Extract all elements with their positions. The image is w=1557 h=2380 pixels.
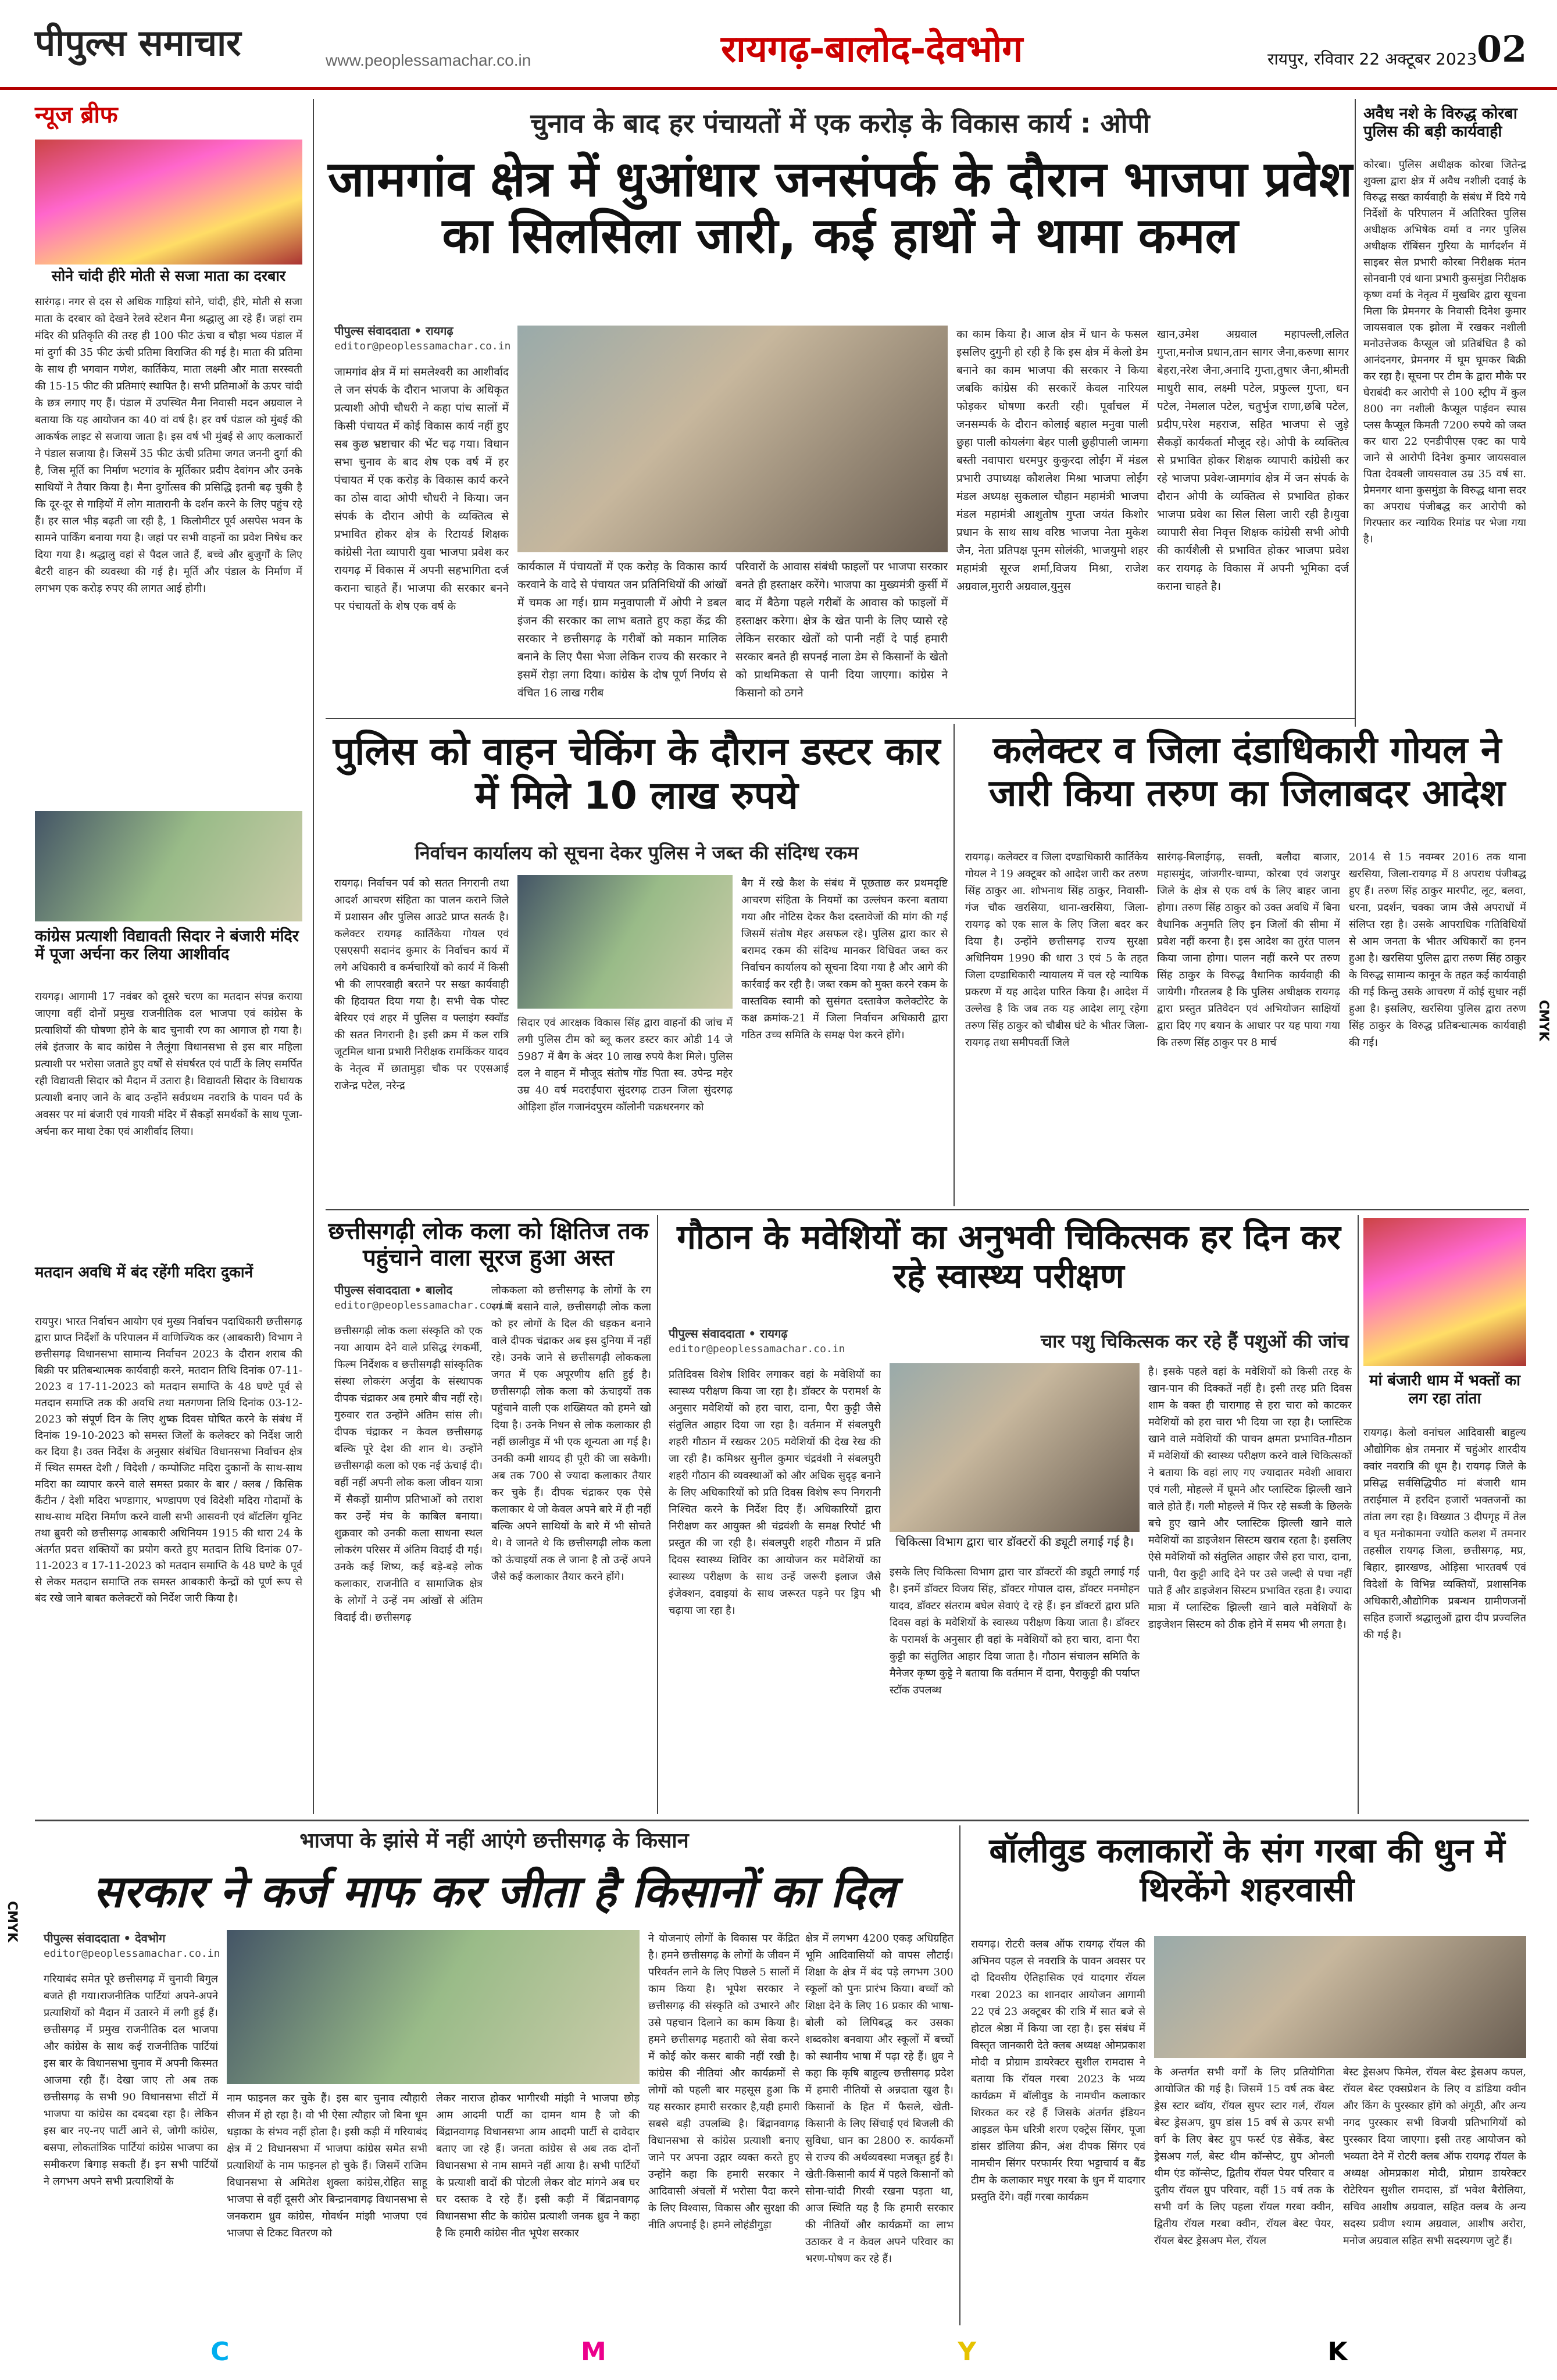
- collector-headline: कलेक्टर व जिला दंडाधिकारी गोयल ने जारी किया तरुण का जिलाबदर आदेश: [988, 729, 1506, 815]
- site-url[interactable]: www.peoplessamachar.co.in: [326, 51, 531, 69]
- brief-caption: सोने चांदी हीरे मोती से सजा माता का दरबार: [51, 267, 286, 284]
- banjari-caption: मां बंजारी धाम में भक्तों का लग रहा तांता: [1369, 1372, 1521, 1408]
- page-number: 02: [1477, 28, 1527, 70]
- farmers-kicker: भाजपा के झांसे में नहीं आएंगे छत्तीसगढ़ के किसान: [299, 1829, 689, 1853]
- news-brief-label-box: [35, 102, 326, 137]
- garba-text-1: रायगढ़। रोटरी क्लब ऑफ रायगढ़ रॉयल की अभिनव पहल से नवरात्रि के पावन अवसर पर दो दिवसीय ऐतिहासिक एवं यादगार रॉयल गरबा 2023 का शानदार आयोजन आगामी 22 एवं 23 अक्टूबर की रात्रि में सात बजे से होटल श्रेष्ठा में किया जा रहा है। इस संबंध में विस्तृत जानकारी देते क्लब अध्यक्ष ओमप्रकाश मोदी व प्रोग्राम डायरेक्टर सुशील रामदास ने बताया कि रॉयल गरबा 2023 के भव्य कार्यक्रम में बॉलीवुड के नामचीन कलाकार शिरकत कर रहे हैं जिसके अंतर्गत इंडियन आइडल फेम धरित्री शरण एक्ट्रेस सिंगर, पूजा डांसर डॉलिया क्रीन, अंश दीपक सिंगर एवं नामचीन सिंगर परफार्मर रिया भट्टाचार्य व बैंड टीम के कलाकार मधुर गरबा के धुन में यादगार प्रस्तुति देंगे। वहीं गरबा कार्यक्रम: [971, 1938, 1145, 2203]
- police-headline: पुलिस को वाहन चेकिंग के दौरान डस्टर कार में मिले 10 लाख रुपये: [333, 729, 941, 818]
- folkart-text-1: छत्तीसगढ़ी लोक कला संस्कृति को एक नया आयाम देने वाले प्रसिद्ध रंगकर्मी, फिल्म निर्देशक व छत्तीसगढ़ी सांस्कृतिक संस्था लोकरंग अर्जुंदा के संस्थापक दीपक चंद्राकर अब हमारे बीच नहीं रहे। गुरुवार रात उन्होंने अंतिम सांस ली। दीपक चंद्राकर न केवल छत्तीसगढ़ बल्कि पूरे देश की शान थे। उन्होंने छत्तीसगढ़ी कला को एक नई ऊंचाई दी। वहीं नहीं अपनी लोक कला जीवन यात्रा में सैकड़ों ग्रामीण प्रतिभाओं को तराश कर उन्हें मंच के काबिल बनाया। शुक्रवार को उनकी कला साधना स्थल लोकरंग परिसर में अंतिम विदाई दी गई। उनके कई शिष्य, कई बड़े-बड़े लोक कलाकार, राजनीति व सामाजिक क्षेत्र के लोगों ने उन्हें नम आंखों से अंतिम विदाई दी। छत्तीसगढ़: [334, 1325, 483, 1624]
- section-divider: [35, 1820, 1529, 1821]
- farmers-byline: पीपुल्स संवाददाता • देवभोग: [44, 1931, 166, 1945]
- lead-text-4: का काम किया है। आज क्षेत्र में धान के फसल इसलिए दुगुनी हो रही है कि इस क्षेत्र में केलो डेम बनाने का काम भाजपा की सरकार ने किया जबकि कांग्रेस की सरकारें केवल नारियल फोड़कर घोषणा करती रही। पूर्वांचल में जनसम्पर्क के दौरान कोलाई बहाल मनुवा पाली छुहा पाली कोयलंगा बेहर पाली छुहीपाली जामगा बस्ती नवापारा धरमपुर कुकुरदा लोईंग में मंडल प्रभारी उपाध्यक्ष कौशलेश मिश्रा भाजपा लोईंग मंडल अध्यक्ष सुकलाल चौहान महामंत्री भाजपा मंडल महामंत्री आशुतोष गुप्ता जयंत किशोर प्रधान के साथ साथ वरिष्ठ भाजपा नेता मुकेश जैन, नेता प्रतिपक्ष पूनम सोलंकी, भाजयुमो शहर महामंत्री सूरज शर्मा,विजय मिश्रा, राजेश अग्रवाल,मुरारी अग्रवाल,युनुस: [956, 328, 1148, 593]
- collector-text-2: सारंगढ़-बिलाईगढ़, सक्ती, बलौदा बाजार, महासमुंद, जांजगीर-चाम्पा, कोरबा एवं जशपुर जिले के क्षेत्र से एक वर्ष के लिए बाहर जाना होगा। तरुण सिंह ठाकुर को उक्त अवधि में बिना वैधानिक अनुमति लिए इन जिलों की सीमा में प्रवेश नहीं करना है। इस आदेश का तुरंत पालन किया जाना होगा। पालन नहीं करने पर तरुण सिंह ठाकुर के विरुद्ध वैधानिक कार्यवाही की जायेगी। गौरतलब है कि पुलिस अधीक्षक रायगढ़ द्वारा प्रस्तुत प्रतिवेदन एवं अभियोजन साक्षियों द्वारा दिए गए बयान के आधार पर यह पाया गया कि तरुण सिंह ठाकुर पर 8 मार्च: [1157, 851, 1340, 1049]
- section-title: रायगढ़-बालोद-देवभोग: [721, 28, 1023, 71]
- masthead-logo: पीपुल्स समाचार: [35, 22, 241, 64]
- banjari-text: रायगढ़। केलो वनांचल आदिवासी बाहुल्य औद्योगिक क्षेत्र तमनार में चहुंओर शारदीय क्वांर नवरात्रि की धूम है। रायगढ़ जिले के प्रसिद्ध सर्वसिद्धिपीठ मां बंजारी धाम तराईमाल में हरदिन हजारों भक्तजनों का तांता लग रहा है। विख्यात 3 दीपगृह में तेल व घृत मनोकामना ज्योति कलश में तमनार तहसील रायगढ़ जिला, छत्तीसगढ़, मप्र, बिहार, झारखण्ड, ओड़िसा भारतवर्ष एवं विदेशों के विभिन्न व्यक्तियों, प्रशासनिक अधिकारी,औद्योगिक प्रबन्धन ग्रामीणजनों सहित हजारों श्रद्धालुओं द्वारा दीप प्रज्वलित की गई है।: [1363, 1427, 1526, 1641]
- lead-text-5: खान,उमेश अग्रवाल महापल्ली,ललित गुप्ता,मनोज प्रधान,तान सागर जैना,करुणा सागर बेहरा,नरेश जैना,अनादि गुप्ता,तुषार जैना,श्रीमती माधुरी साव, लक्ष्मी पटेल, प्रफुल्ल गुप्ता, धन पटेल, नेमलाल पटेल, चतुर्भुज राणा,छबि पटेल, प्रदीप,परेश महराज, सहित भाजपा से जुड़े सैकड़ों कार्यकर्ता मौजूद रहे। ओपी के व्यक्तित्व से प्रभावित होकर शिक्षक व्यापारी कांग्रेसी कर रहे भाजपा प्रवेश-जामगांव क्षेत्र में जन संपर्क के दौरान ओपी के व्यक्तित्व से प्रभावित होकर भाजपा प्रवेश का सिल सिला जारी रही है।युवा व्यापारी सेवा निवृत्त शिक्षक कांग्रेसी सभी ओपी की कार्यशैली से प्रभावित होकर भाजपा प्रवेश कर रायगढ़ के विकास में अपनी भूमिका दर्ज कराना चाहते है।: [1157, 328, 1349, 593]
- gauthan-vet-photo: [890, 1363, 1140, 1532]
- farmers-headline: सरकार ने कर्ज माफ कर जीता है किसानों का दिल: [93, 1866, 895, 1917]
- garba-headline: बॉलीवुड कलाकारों के संग गरबा की धुन में थिरकेंगे शहरवासी: [989, 1831, 1505, 1909]
- side-color-mark: CMYK: [5, 1901, 19, 1943]
- police-text-3: बैग में रखे कैश के संबंध में पूछताछ कर प्रथमदृष्टि आचरण संहिता के नियमों का उल्लंघन करना बताया गया और नोटिस देकर कैश दस्तावेजों की मांग की गई जिसमें संतोष मेहर असफल रहे। पुलिस द्वारा कार से बरामद रकम की संदिग्ध मानकर विधिवत जब्त कर निर्वाचन कार्यालय को सूचना दिया गया है और आगे की कार्रवाई कर रही है। जब्त रकम को मुक्त करने रकम के वास्तविक स्वामी को सुसंगत दस्तावेज कलेक्टोरेट के कक्ष क्रमांक-21 में जिला निर्वाचन अधिकारी द्वारा गठित उच्च समिति के समक्ष पेश करने होंगे।: [741, 877, 948, 1041]
- farmers-candidate-photo: [227, 1930, 640, 2084]
- section-divider: [326, 1209, 1529, 1210]
- yellow-mark: Y: [958, 2336, 977, 2367]
- cyan-mark: C: [210, 2336, 230, 2367]
- section-divider: [326, 718, 1355, 719]
- police-seizure-photo: [517, 875, 733, 1009]
- folkart-headline: छत्तीसगढ़ी लोक कला को क्षितिज तक पहुंचाने वाला सूरज हुआ अस्त: [328, 1218, 649, 1271]
- farmers-text-5: क्षेत्र में लगभग 4200 एकड़ अधिग्रहित भूमि आदिवासियों को वापस लौटाई। शिक्षा के क्षेत्र में बंद पड़े लगभग 300 स्कूलों को पुनः प्रारंभ किया। बच्चों को शिक्षा देने के लिए 16 प्रकार की भाषा-बोली को लिपिबद्ध कर उसका शब्दकोश बनवाया और स्कूलों में बच्चों को स्थानीय भाषा में पढ़ा रहे हैं। ध्रुव ने कहा कि कृषि बाहुल्य छत्तीसगढ़ प्रदेश में हमारी नीतियों से अन्नदाता खुश है। किसानों के हित में फैसले, खेती-किसानी के लिए सिंचाई एवं बिजली की सुविधा, धान का 2800 रु. कार्यकर्मों से राज्य की अर्थव्यवस्था मजबूत हुई है। खेती-किसानी कार्य में पहले किसानों को सोना-चांदी गिरवी रखना पड़ता था, आज स्थिति यह है कि हमारी सरकार की नीतियों और कार्यक्रमों का लाभ उठाकर वे न केवल अपने परिवार का भरण-पोषण कर रहे हैं।: [805, 1932, 954, 2265]
- congress-headline: कांग्रेस प्रत्याशी विद्यावती सिदार ने बंजारी मंदिर में पूजा अर्चना कर लिया आशीर्वाद: [35, 927, 299, 964]
- farmers-text-1: गरियाबंद समेत पूरे छत्तीसगढ़ में चुनावी बिगुल बजते ही गया।राजनीतिक पार्टियां अपने-अपने प्रत्याशियों को मैदान में उतारने में लगी हुई हैं। छत्तीसगढ़ में प्रमुख राजनीतिक दल भाजपा और कांग्रेस के साथ कई राजनीतिक पार्टियां इस बार के विधानसभा चुनाव में अपनी किस्मत आजमा रही हैं। देखा जाए तो अब तक छत्तीसगढ़ के सभी 90 विधानसभा सीटों में भाजपा या कांग्रेस का दबदबा रहा है। लेकिन इस बार नए-नए पार्टी आने से, जोगी कांग्रेस, बसपा, लोकतांत्रिक पार्टियां कांग्रेस भाजपा का समीकरण बिगाड़ सकती हैं। इन सभी पार्टियों ने लगभग अपने सभी प्रत्याशियों के: [44, 1973, 218, 2188]
- column-divider: [1355, 99, 1356, 727]
- column-divider: [959, 1825, 960, 2325]
- goddess-pandal-photo: [35, 140, 302, 265]
- lead-campaign-photo: [517, 326, 948, 552]
- collector-text-1: रायगढ़। कलेक्टर व जिला दण्डाधिकारी कार्तिकेय गोयल ने 19 अक्टूबर को आदेश जारी कर तरुण सिंह ठाकुर आ. शोभनाथ सिंह ठाकुर, निवासी-गंज चौक खरसिया, थाना-खरसिया, जिला-रायगढ़ को एक साल के लिए जिला बदर कर दिया है। उन्होंने छत्तीसगढ़ राज्य सुरक्षा अधिनियम 1990 की धारा 3 एवं 5 के तहत जिला दण्डाधिकारी न्यायालय में चल रहे न्यायिक प्रकरण में यह आदेश पारित किया है। आदेश में उल्लेख है कि जब तक यह आदेश लागू रहेगा तरुण सिंह ठाकुर को चौबीस घंटे के भीतर जिला-रायगढ़ तथा समीपवर्ती जिले: [965, 851, 1148, 1049]
- news-brief-label: न्यूज ब्रीफ: [35, 102, 118, 128]
- magenta-mark: M: [581, 2336, 606, 2367]
- lead-text-3: परिवारों के आवास संबंधी फाइलों पर भाजपा सरकार बनते ही हस्ताक्षर करेंगे। भाजपा का मुख्यमंत्री कुर्सी में बाद में बैठेगा पहले गरीबों के आवास को फाइलों में हस्ताक्षर करेगा। क्षेत्र के खेत पानी के लिए प्यासे रहे लेकिन सरकार खेतों को पानी नहीं दे पाई हमारी सरकार बनते ही सपनई नाला डेम से किसानों के खेतो को प्राथमिकता से पानी दिया जाएगा। कांग्रेस ने किसानो को ठगने: [735, 560, 948, 699]
- korba-headline: अवैध नशे के विरुद्ध कोरबा पुलिस की बड़ी कार्यवाही: [1363, 105, 1517, 141]
- collector-text-3: 2014 से 15 नवम्बर 2016 तक थाना खरसिया, जिला-रायगढ़ में 8 अपराध पंजीबद्ध हुए हैं। तरुण सिंह ठाकुर मारपीट, लूट, बलवा, धरना, प्रदर्शन, चक्का जाम जैसे अपराधों में संलिप्त रहा है। उसके आपराधिक गतिविधियों से आम जनता के भीतर अधिकारों का हनन हुआ है। खरसिया पुलिस द्वारा तरुण सिंह ठाकुर के विरुद्ध सामान्य कानून के तहत कई कार्यवाही की गई किन्तु उसके आचरण में कोई सुधार नहीं हुआ है। इसलिए, खरसिया पुलिस द्वारा तरुण सिंह ठाकुर के विरुद्ध प्रतिबन्धात्मक कार्यवाही की गई।: [1349, 851, 1526, 1049]
- column-divider: [954, 724, 955, 1206]
- gauthan-subheadline: चार पशु चिकित्सक कर रहे हैं पशुओं की जांच: [1040, 1330, 1349, 1352]
- police-text-2: सिदार एवं आरक्षक विकास सिंह द्वारा वाहनों की जांच में लगी पुलिस टीम को ब्लू कलर डस्टर कार ओडी 14 जे 5987 में बैग के अंदर 10 लाख रुपये कैश मिले। पुलिस दल ने वाहन में मौजूद संतोष गोंड पिता स्व. उपेन्द्र महेर उम्र 40 वर्ष मदराईपारा सुंदरगढ़ टाउन जिला सुंदरगढ़ ओड़िशा हॉल गजानंदपुरम कॉलोनी चक्रधरनगर को: [517, 1017, 733, 1113]
- liquor-text: रायपुर। भारत निर्वाचन आयोग एवं मुख्य निर्वाचन पदाधिकारी छत्तीसगढ़ द्वारा प्राप्त निर्देशों के परिपालन में वाणिज्यिक कर (आबकारी) विभाग ने छत्तीसगढ़ विधानसभा सामान्य निर्वाचन 2023 के दौरान शराब की बिक्री पर प्रतिबन्धात्मक कार्यवाही करने, मतदान तिथि दिनांक 07-11-2023 व 17-11-2023 को मतदान समाप्ति के 48 घण्टे पूर्व से मतदान समाप्ति तक की अवधि तथा मतगणना तिथि दिनांक 03-12-2023 को संपूर्ण दिन के लिए शुष्क दिवस घोषित करने के संबंध में दिनांक 19-10-2023 को समस्त जिलों के कलेक्टर को निर्देश जारी कर दिया है। उक्त निर्देश के अनुसार संबंधित विधानसभा निर्वाचन क्षेत्र में स्थित समस्त देशी / विदेशी / कम्पोजिट मदिरा दुकानों के साथ-साथ मदिरा का व्यापार करने वाले समस्त प्रकार के बार / क्लब / किसिक कैंटीन / देशी मदिरा भण्डागार, भण्डापण एवं विदेशी मदिरा गोदामों के साथ-साथ मदिरा निर्माण करने वाली सभी आसवनी एवं बॉटलिंग यूनिट तथा ब्रुवरी को छत्तीसगढ़ आबकारी अधिनियम 1915 की धारा 24 के अंतर्गत प्रदत्त शक्तियों का प्रयोग करते हुए मतदान तिथि दिनांक 07-11-2023 व 17-11-2023 को मतदान समाप्ति के 48 घण्टे के पूर्व से लेकर मतदान समाप्ति तक समस्त आबकारी केन्द्रों को पूर्ण रूप से बंद रखे जाने बाबत कलेक्टरों को निर्देश जारी किया है।: [35, 1316, 302, 1604]
- farmers-text-3: लेकर नाराज होकर भागीरथी मांझी ने भाजपा छोड़ आम आदमी पार्टी का दामन थाम है जो की बिंद्रानवागढ़ विधानसभा आम आदमी पार्टी से दावेदार बताए जा रहे हैं। जनता कांग्रेस से अब तक दोनों विधानसभा से नाम सामने नहीं आया है। सभी पार्टियों के प्रत्याशी वादों की पोटली लेकर वोट मांगने अब घर घर दस्तक दे रहे हैं। इसी कड़ी में बिंद्रानवागढ़ विधानसभा सीट के कांग्रेस प्रत्याशी जनक ध्रुव ने कहा है कि हमारी कांग्रेस नीत भूपेश सरकार: [436, 2092, 640, 2239]
- gauthan-text-1: प्रतिदिवस विशेष शिविर लगाकर वहां के मवेशियों का स्वास्थ्य परीक्षण किया जा रहा है। डॉक्टर के परामर्श के अनुसार मवेशियों को हरा चारा, दाना, पैरा कुट्टी जैसे संतुलित आहार दिया जा रहा है। वर्तमान में संबलपुरी शहरी गौठान में रखकर 205 मवेशियों की देख रेख की जा रही है। कमिश्नर सुनील कुमार चंद्रवंशी ने संबलपुरी शहरी गौठान की व्यवस्थाओं को और अधिक सुदृढ़ बनाने के लिए अधिकारियों को प्रति दिवस विशेष रूप निगरानी निश्चित करने के निर्देश दिए हैं। अधिकारियों द्वारा निरीक्षण कर आयुक्त श्री चंद्रवंशी के समक्ष रिपोर्ट भी प्रस्तुत की जा रही है। संबलपुरी शहरी गौठान में प्रति दिवस स्वास्थ्य शिविर का आयोजन कर मवेशियों का स्वास्थ्य परीक्षण के साथ उन्हें जरूरी इलाज जैसे इंजेक्शन, दवाइयां के साथ जरूरत पड़ने पर ड्रिप भी चढ़ाया जा रहा है।: [669, 1368, 881, 1617]
- gauthan-text-3: है। इसके पहले वहां के मवेशियों को किसी तरह के खान-पान की दिक्कतें नहीं है। इसी तरह प्रति दिवस शाम के वक्त ही चारागाह से हरा चारा को काटकर मवेशियों को हरा चारा भी दिया जा रहा है। प्लास्टिक खाने वाले मवेशियों की पाचन क्षमता प्रभावित-गौठान में मवेशियों की स्वास्थ्य परीक्षण करने वाले चिकित्सकों ने बताया कि वहां लाए गए ज्यादातर मवेशी आवारा एवं गली, मोहल्ले में घूमने और प्लास्टिक झिल्ली खाने वाले होते हैं। गली मोहल्ले में फिर रहे सब्जी के छिलके बचे हुए खाने और प्लास्टिक झिल्ली खाने वाले मवेशियों का डाइजेशन सिस्टम खराब रहता है। इसलिए ऐसे मवेशियों को संतुलित आहार जैसे हरा चारा, दाना, पानी, पैरा कुट्टी आदि देने पर उसे जल्दी से पचा नहीं पाते हैं और डाइजेशन सिस्टम प्रभावित रहता है। ज्यादा मात्रा में प्लास्टिक झिल्ली खाने वाले मवेशियों के डाइजेशन सिस्टम को ठीक होने में समय भी लगता है।: [1148, 1366, 1352, 1631]
- gauthan-caption: चिकित्सा विभाग द्वारा चार डॉक्टरों की ड्यूटी लगाई गई है।: [895, 1535, 1134, 1549]
- korba-text: कोरबा। पुलिस अधीक्षक कोरबा जितेन्द्र शुक्ला द्वारा क्षेत्र में अवैध नशीली दवाई के विरुद्ध सख्त कार्यवाही के संबंध में दिये गये निर्देशों के परिपालन में अतिरिक्त पुलिस अधीक्षक अभिषेक वर्मा व नगर पुलिस अधीक्षक रॉबिंसन गुरिया के मार्गदर्शन में साइबर सेल प्रभारी कोरबा निरीक्षक मंतन सोनवानी एवं थाना प्रभारी कुसमुंडा निरीक्षक कृष्ण वर्मा के नेतृत्व में मुखबिर द्वारा सूचना मिला कि प्रेमनगर के निवासी दिनेश कुमार जायसवाल एक झोला में रखकर नशीली मनोउत्तेजक कैप्सूल जो प्रतिबंधित है को आनंदनगर, प्रेमनगर में घूम घूमकर बिक्री कर रहा है। सूचना पर टीम के द्वारा मौके पर घेराबंदी कर आरोपी से 100 स्ट्रीप में कुल 800 नग नशीली कैप्सूल पाईवन स्पास प्लस कैप्सूल किमती 7200 रुपये को जब्त कर धारा 22 एनडीपीएस एक्ट का पाये जाने से आरोपी दिनेश कुमार जायसवाल पिता देवबली जायसवाल उम्र 35 वर्ष सा. प्रेमनगर थाना कुसमुंडा के विरुद्ध थाना सदर का अपराध पंजीबद्ध कर आरोपी को गिरफ्तार कर न्यायिक रिमांड पर भेजा गया है।: [1363, 159, 1526, 545]
- garba-text-2: के अन्तर्गत सभी वर्गों के लिए प्रतियोगिता आयोजित की गई है। जिसमें 15 वर्ष तक बेस्ट ड्रेस स्टार ब्वॉय, रॉयल सुपर स्टार गर्ल, रॉयल बेस्ट ड्रेसअप, ग्रुप डांस 15 वर्ष से ऊपर सभी वर्ग के लिए बेस्ट ग्रुप फर्स्ट एंड सेकेंड, बेस्ट ड्रेसअप गर्ल, बेस्ट थीम कॉन्सेप्ट, ग्रुप ओनली थीम एंड कॉन्सेप्ट, द्वितीय रॉयल पेयर परिवार व दुतीय रॉयल ग्रुप परिवार, वहीं 15 वर्ष तक के सभी वर्ग के लिए पहला रॉयल गरबा क्वीन, द्वितीय रॉयल गरबा क्वीन, रॉयल बेस्ट पेयर, रॉयल बेस्ट ड्रेसअप मेल, रॉयल: [1154, 2066, 1334, 2247]
- column-divider: [313, 99, 314, 1814]
- congress-candidate-photo: [35, 811, 302, 921]
- page-header: [0, 0, 1557, 90]
- folkart-email[interactable]: editor@peoplessamachar.co.in: [334, 1299, 511, 1311]
- lead-kicker: चुनाव के बाद हर पंचायतों में एक करोड़ के विकास कार्य : ओपी: [530, 108, 1150, 139]
- police-subheadline: निर्वाचन कार्यालय को सूचना देकर पुलिस ने जब्त की संदिग्ध रकम: [415, 842, 859, 864]
- folkart-text-2: लोककला को छत्तीसगढ़ के लोगों के रग रग में बसाने वाले, छत्तीसगढ़ी लोक कला को हर लोगों के दिल की धड़कन बनाने वाले दीपक चंद्राकर अब इस दुनिया में नहीं रहे। उनके जाने से छत्तीसगढ़ी लोककला जगत में एक अपूरणीय क्षति हुई है। छत्तीसगढ़ी लोक कला को ऊंचाइयों तक पहुंचाने वाली एक शख्सियत को हमने खो दिया है। उनके निधन से लोक कलाकार ही नहीं छालीवुड में भी एक शून्यता आ गई है। उनकी कमी शायद ही पूरी की जा सकेगी। अब तक 700 से ज्यादा कलाकार तैयार कर चुके हैं। दीपक चंद्राकर एक ऐसे कलाकार थे जो केवल अपने बारे में ही नहीं बल्कि अपने साथियों के बारे में भी सोचते थे। वे जानते थे कि छत्तीसगढ़ी लोक कला को ऊंचाइयों तक ले जाना है तो उन्हें अपने जैसे कई कलाकार तैयार करने होंगे।: [491, 1284, 651, 1583]
- black-mark: K: [1327, 2336, 1348, 2367]
- banjari-temple-photo: [1363, 1218, 1526, 1366]
- liquor-headline: मतदान अवधि में बंद रहेंगी मदिरा दुकानें: [35, 1264, 253, 1281]
- gauthan-headline: गौठान के मवेशियों का अनुभवी चिकित्सक हर दिन कर रहे स्वास्थ्य परीक्षण: [677, 1217, 1341, 1296]
- dateline: रायपुर, रविवार 22 अक्टूबर 2023: [1267, 49, 1477, 69]
- police-text-1: रायगढ़। निर्वाचन पर्व को सतत निगरानी तथा आदर्श आचरण संहिता का पालन कराने जिले में प्रशासन और पुलिस आउटे प्राप्त सतर्क है। कलेक्टर रायगढ़ कार्तिकेया गोयल एवं एसएसपी सदानंद कुमार के निर्वाचन कार्य में लगे अधिकारी व कर्मचारियों को कार्य में किसी भी की लापरवाही बरतने पर सख्त कार्यवाही की हिदायत दिया गया है। सभी चेक पोस्ट बेरियर एवं शहर में पुलिस व फ्लाइंग स्क्वॉड की सतत निगरानी है। इसी क्रम में कल रात्रि जूटमिल थाना प्रभारी निरीक्षक रामकिंकर यादव के नेतृत्व में छातामुड़ा चौक पर एएसआई राजेन्द्र पटेल, नरेन्द्र: [334, 877, 509, 1092]
- garba-text-3: बेस्ट ड्रेसअप फिमेल, रॉयल बेस्ट ड्रेसअप कपल, रॉयल बेस्ट एक्सप्रेशन के लिए व डांडिया क्वीन और किंग के पुरस्कार होंगे को अंगूठी, और अन्य नगद पुरस्कार सभी विजयी प्रतिभागियों को पुरस्कार दिया जाएगा। इसी तरह आयोजन को भव्यता देने में रोटरी क्लब ऑफ रायगढ़ रॉयल के अध्यक्ष ओमप्रकाश मोदी, प्रोग्राम डायरेक्टर रोटेरियन सुशील रामदास, डॉ भवेश बैरोलिया, सचिव आशीष अग्रवाल, सहित क्लब के अन्य सदस्य प्रवीण श्याम अग्रवाल, आशीष अरोरा, मनोज अग्रवाल सहित सभी सदस्यगण जुटे हैं।: [1343, 2066, 1526, 2247]
- side-color-mark: CMYK: [1536, 1000, 1551, 1042]
- garba-press-photo: [1154, 1936, 1526, 2058]
- brief-text: सारंगढ़। नगर से दस से अधिक गाड़ियां सोने, चांदी, हीरे, मोती से सजा माता के दरबार को देखने रेलवे स्टेशन मैना श्रद्धालु आ रहे हैं। जहां राम मंदिर की प्रतिकृति की तरह ही 100 फीट ऊंचा व चौड़ा भव्य पंडाल में मां दुर्गा की 35 फीट ऊंची प्रतिमा विराजित की गई है। माता की प्रतिमा के साथ ही भगवान गणेश, कार्तिकेय, माता लक्ष्मी और माता सरस्वती की 15-15 फीट की प्रतिमाएं स्थापित है। सभी प्रतिमाओं के ऊपर चांदी के छत्र लगाए गए हैं। पंडाल में उपस्थित मैना निवासी मदन अग्रवाल ने बताया कि यह आयोजन का 40 वां वर्ष है। हर वर्ष पंडाल को मुंबई की आकर्षक लाइट से सजाया जाता है। इस वर्ष भी मुंबई से आए कलाकारों ने पंडाल सजाया है। जिसमें 35 फीट ऊंची प्रतिमा जगत जननी दुर्गा की है, जिस मूर्ति का निर्माण भटगांव के मूर्तिकार प्रदीप देवांगन और उनके साथियों ने तैयार किया है। मैना दुर्गोत्सव की प्रसिद्धि इतनी बढ़ चुकी है कि दूर-दूर से गाड़ियों में लोग मातारानी के दर्शन करने के लिए पहुंच रहे हैं। हर साल भीड़ बढ़ती जा रही है, 1 किलोमीटर पूर्व असपेस भवन के सामने पार्किंग बनाया गया है। जहां पर सभी वाहनों का प्रवेश निषेध कर दिया गया है। श्रद्धालु वहां से पैदल जाते हैं, बच्चे और बुजुर्गों के लिए बैटरी वाहन की व्यवस्था की गई है। मूर्ति और पंडाल के निर्माण में लगभग एक करोड़ रुपए की लागत आई होगी।: [35, 296, 302, 595]
- gauthan-byline: पीपुल्स संवाददाता • रायगढ़: [669, 1327, 788, 1341]
- lead-email[interactable]: editor@peoplessamachar.co.in: [334, 340, 511, 352]
- congress-text: रायगढ़। आगामी 17 नवंबर को दूसरे चरण का मतदान संपन्न कराया जाएगा वहीं दोनों प्रमुख राजनीतिक दल भाजपा एवं कांग्रेस के प्रत्याशियों की घोषणा होने के बाद चुनावी रण का आगाज हो गया है। लंबे इंतजार के बाद कांग्रेस ने लैलूंगा विधानसभा से इस बार महिला प्रत्याशी पर भरोसा जताते हुए वर्षों से संघर्षरत एवं पार्टी के लिए समर्पित रही विद्यावती सिदार को मैदान में उतारा है। विद्यावती सिदार के विधायक प्रत्याशी बनाए जाने के बाद उन्होंने सर्वप्रथम नवरात्रि के पावन पर्व के अवसर पर मां बंजारी एवं गायत्री मंदिर में सैकड़ों समर्थकों के साथ पूजा-अर्चना कर माथा टेका एवं आशीर्वाद लिया।: [35, 991, 302, 1138]
- gauthan-email[interactable]: editor@peoplessamachar.co.in: [669, 1343, 845, 1355]
- lead-byline: पीपुल्स संवाददाता • रायगढ़: [334, 324, 453, 338]
- gauthan-text-2: इसके लिए चिकित्सा विभाग द्वारा चार डॉक्टरों की ड्यूटी लगाई गई है। इनमें डॉक्टर विजय सिंह, डॉक्टर गोपाल दास, डॉक्टर मनमोहन यादव, डॉक्टर संतराम बघेल सेवाएं दे रहे हैं। इन डॉक्टरों द्वारा प्रति दिवस वहां के मवेशियों के स्वास्थ्य परीक्षण किया जाता है। डॉक्टर के परामर्श के अनुसार ही वहां के मवेशियों को हरा चारा, दाना पैरा कुट्टी का संतुलित आहार दिया जाता है। गौठान संचालन समिति के मैनेजर कृष्ण कुट्टे ने बताया कि वर्तमान में दाना, पैराकुट्टी की पर्याप्त स्टॉक उपलब्ध: [890, 1566, 1140, 1696]
- column-divider: [657, 1215, 658, 1814]
- farmers-text-4: ने योजनाएं लोगों के विकास पर केंद्रित है। हमने छत्तीसगढ़ के लोगों के जीवन में परिवर्तन लाने के लिए पिछले 5 सालों में काम किया है। भूपेश सरकार ने छत्तीसगढ़ की संस्कृति को उभारने और उसे पहचान दिलाने का काम किया है। हमने छत्तीसगढ़ महतारी को सेवा करने में कोई कोर कसर बाकी नहीं रखी है। कांग्रेस की नीतियां और कार्यक्रमों से लोगों को पहली बार महसूस हुआ कि यह सरकार हमारी सरकार है,यही हमारी सबसे बड़ी उपलब्धि है। बिंद्रानवागढ़ विधानसभा से कांग्रेस प्रत्याशी बनाए जाने पर अपना उद्गार व्यक्त करते हुए उन्होंने कहा कि हमारी सरकार ने आदिवासी अंचलों में भरोसा पैदा करने के लिए विश्वास, विकास और सुरक्षा की नीति अपनाई है। हमने लोहंडीगुड़ा: [648, 1932, 799, 2231]
- print-color-bar: [35, 2337, 1523, 2366]
- column-divider: [1358, 1215, 1359, 1814]
- lead-headline: जामगांव क्षेत्र में धुआंधार जनसंपर्क के दौरान भाजपा प्रवेश का सिलसिला जारी, कई हाथों ने थामा कमल: [328, 151, 1352, 264]
- lead-text-2: कार्यकाल में पंचायतों में एक करोड़ के विकास कार्य करवाने के वादे से पंचायत जन प्रतिनिधियों की आंखों में चमक आ गई। ग्राम मनुवापाली में ओपी ने डबल इंजन की सरकार का लाभ बताते हुए कहा केंद्र की सरकार ने छत्तीसगढ़ के गरीबों को मकान मालिक बनाने के लिए पैसा भेजा लेकिन राज्य की सरकार ने इसमें रोड़ा लगा दिया। कांग्रेस के दोष पूर्ण निर्णय से वंचित 16 लाख गरीब: [517, 560, 727, 699]
- folkart-byline: पीपुल्स संवाददाता • बालोद: [334, 1283, 453, 1297]
- lead-text-1: जामगांव क्षेत्र में मां समलेश्वरी का आशीर्वाद ले जन संपर्क के दौरान भाजपा के अधिकृत प्रत्याशी ओपी चौधरी ने कहा पांच सालों में किसी पंचायत में कोई विकास कार्य नहीं हुए सब कुछ भ्रष्टाचार की भेंट चढ़ गया। विधान सभा चुनाव के बाद शेष एक वर्ष में हर पंचायत में एक करोड़ के विकास कार्य करने का ठोस वादा ओपी चौधरी ने किया। जन संपर्क के दौरान ओपी के व्यक्तित्व से प्रभावित होकर क्षेत्र के रिटायर्ड शिक्षक कांग्रेसी नेता व्यापारी युवा भाजपा प्रवेश कर रायगढ़ में विकास में अपनी सहभागिता दर्ज कराना चाहते हैं। भाजपा की सरकार बनने पर पंचायतों के शेष एक वर्ष के: [334, 366, 509, 613]
- farmers-text-2: नाम फाइनल कर चुके हैं। इस बार चुनाव त्यौहारी सीजन में हो रहा है। वो भी ऐसा त्यौहार जो बिना धूम धड़ाका के संभव नहीं होता है। इसी कड़ी में गरियाबंद क्षेत्र में 2 विधानसभा में भाजपा कांग्रेस समेत सभी प्रत्याशियों के नाम फाइनल हो चुके हैं। जिसमें राजिम विधानसभा से अमितेश शुक्ला कांग्रेस,रोहित साहू भाजपा से वहीं दूसरी ओर बिन्द्रानवागढ़ विधानसभा से जनकराम ध्रुव कांग्रेस, गोवर्धन मांझी भाजपा एवं भाजपा से टिकट वितरण को: [227, 2092, 427, 2239]
- farmers-email[interactable]: editor@peoplessamachar.co.in: [44, 1947, 220, 1960]
